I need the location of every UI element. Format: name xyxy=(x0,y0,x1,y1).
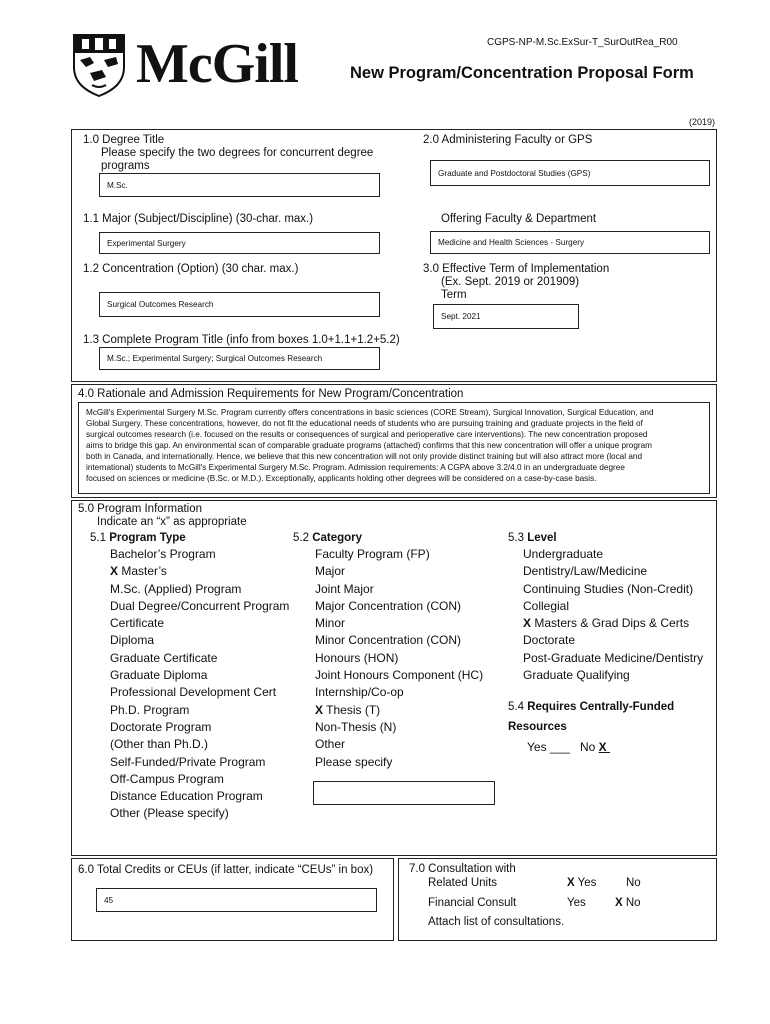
program-type-heading xyxy=(90,531,186,545)
financial-consult-no-option[interactable]: X No xyxy=(615,897,641,909)
level-option[interactable]: Doctorate xyxy=(523,633,576,648)
category-option[interactable]: Non-Thesis (N) xyxy=(315,719,397,734)
mcgill-logo-text: McGill xyxy=(136,33,298,95)
category-number: 5.2 xyxy=(293,532,309,544)
attach-consultations-label: Attach list of consultations. xyxy=(428,916,565,928)
program-type-option[interactable]: X Master’s xyxy=(110,564,167,579)
category-list xyxy=(315,546,483,771)
form-title: New Program/Concentration Proposal Form xyxy=(350,64,694,82)
degree-title-value: M.Sc. xyxy=(107,180,128,190)
program-type-option[interactable]: Ph.D. Program xyxy=(110,702,190,717)
level-option[interactable]: Post-Graduate Medicine/Dentistry xyxy=(523,650,704,665)
category-option[interactable]: Other xyxy=(315,737,346,752)
effective-term-label: 3.0 Effective Term of Implementation xyxy=(423,263,610,275)
level-option[interactable]: Undergraduate xyxy=(523,547,604,561)
category-option[interactable]: Minor Concentration (CON) xyxy=(315,633,462,648)
rationale-line: Global Surgery. These concentrations, however, do not fit the educational needs of students who are pursuing training and graduate projects in the field of xyxy=(86,419,643,428)
level-option[interactable]: Dentistry/Law/Medicine xyxy=(523,564,648,579)
effective-term-field[interactable] xyxy=(433,304,579,329)
level-option[interactable]: Graduate Qualifying xyxy=(523,668,630,683)
program-type-option[interactable]: Doctorate Program xyxy=(110,719,212,734)
related-units-label: Related Units xyxy=(428,877,498,889)
major-label: 1.1 Major (Subject/Discipline) (30-char. max.) xyxy=(83,213,314,225)
category-specify-field[interactable] xyxy=(313,781,495,805)
program-title-value: M.Sc.; Experimental Surgery; Surgical Outcomes Research xyxy=(107,354,323,363)
rationale-line: both in Canada, and internationally. Hence, we believe that this new concentration will not only provide distinct training but will also attract more (local and xyxy=(86,452,642,461)
program-type-option[interactable]: Other (Please specify) xyxy=(110,806,229,821)
form-code: CGPS-NP-M.Sc.ExSur-T_SurOutRea_R00 xyxy=(487,37,678,48)
level-option[interactable]: X Masters & Grad Dips & Certs xyxy=(523,616,690,631)
program-type-option[interactable]: Dual Degree/Concurrent Program xyxy=(110,598,290,613)
admin-faculty-value: Graduate and Postdoctoral Studies (GPS) xyxy=(438,168,591,178)
rationale-field[interactable] xyxy=(78,402,710,494)
category-option[interactable]: Major xyxy=(315,564,346,579)
funding-number: 5.4 xyxy=(508,701,524,713)
rationale-line: surgical outcomes research (i.e. focused on the results or consequences of surgical and perioperative care interventions). The new concentration proposed xyxy=(86,430,648,439)
program-info-instruction: Indicate an “x” as appropriate xyxy=(97,516,247,528)
program-type-option[interactable]: Off-Campus Program xyxy=(110,771,224,786)
category-option[interactable]: Joint Major xyxy=(315,581,374,596)
financial-consult-yes-option[interactable]: Yes xyxy=(567,897,586,909)
program-type-title: Program Type xyxy=(109,532,186,544)
level-title: Level xyxy=(527,532,557,544)
degree-instruction-2: programs xyxy=(101,160,150,172)
rationale-line: aims to bridge this gap. An environmental scan of comparable graduate programs (attached) confirms that this new concentration will offer a unique program xyxy=(86,441,652,450)
major-field[interactable] xyxy=(99,232,380,254)
program-type-option[interactable]: Professional Development Cert xyxy=(110,685,277,700)
level-list xyxy=(523,546,703,684)
consultation-label: 7.0 Consultation with xyxy=(409,863,516,875)
rationale-label: 4.0 Rationale and Admission Requirements for New Program/Concentration xyxy=(78,388,464,400)
level-number: 5.3 xyxy=(508,532,524,544)
category-option[interactable]: Major Concentration (CON) xyxy=(315,598,462,613)
category-option[interactable]: Please specify xyxy=(315,754,393,769)
program-type-option[interactable]: (Other than Ph.D.) xyxy=(110,737,209,752)
funding-yes-option[interactable]: Yes ___ xyxy=(527,740,570,754)
program-type-option[interactable]: Bachelor’s Program xyxy=(110,547,216,561)
rationale-line: focused on sciences or medicine (B.Sc. or M.D.). Exceptionally, applicants holding other degrees will be considered on a case-by-case basis. xyxy=(86,474,597,483)
effective-term-term-label: Term xyxy=(441,289,467,301)
program-type-list xyxy=(110,546,289,823)
category-option[interactable]: Joint Honours Component (HC) xyxy=(315,668,484,683)
effective-term-example: (Ex. Sept. 2019 or 201909) xyxy=(441,276,580,288)
program-info-label: 5.0 Program Information xyxy=(78,503,203,515)
admin-faculty-field[interactable] xyxy=(430,160,710,186)
program-type-option[interactable]: M.Sc. (Applied) Program xyxy=(110,581,242,596)
program-type-option[interactable]: Graduate Certificate xyxy=(110,650,218,665)
funding-no-option[interactable]: No X xyxy=(579,740,607,754)
program-type-option[interactable]: Diploma xyxy=(110,633,155,648)
effective-term-value: Sept. 2021 xyxy=(441,312,481,321)
offering-faculty-label: Offering Faculty & Department xyxy=(441,213,597,225)
category-option[interactable]: Minor xyxy=(315,616,346,631)
offering-faculty-value: Medicine and Health Sciences - Surgery xyxy=(438,238,585,247)
related-units-no-option[interactable]: No xyxy=(626,877,641,889)
program-type-option[interactable]: Certificate xyxy=(110,616,165,631)
credits-field[interactable] xyxy=(96,888,377,912)
degree-instruction: Please specify the two degrees for concurrent degree xyxy=(101,147,374,159)
program-title-field[interactable] xyxy=(99,347,380,370)
degree-title-field[interactable] xyxy=(99,173,380,197)
program-type-option[interactable]: Distance Education Program xyxy=(110,789,263,804)
funding-heading xyxy=(508,700,674,714)
category-option[interactable]: X Thesis (T) xyxy=(315,702,381,717)
admin-faculty-label: 2.0 Administering Faculty or GPS xyxy=(423,134,593,146)
concentration-label: 1.2 Concentration (Option) (30 char. max.) xyxy=(83,263,299,275)
rationale-line: international) students to McGill's Experimental Surgery M.Sc. Program. Admission requirements: A CGPA above 3.2/4.0 in an undergraduate degree xyxy=(86,463,625,472)
program-title-label: 1.3 Complete Program Title (info from boxes 1.0+1.1+1.2+5.2) xyxy=(83,334,400,346)
level-option[interactable]: Continuing Studies (Non-Credit) xyxy=(523,581,694,596)
level-heading xyxy=(508,531,557,545)
category-title: Category xyxy=(312,532,363,544)
financial-consult-label: Financial Consult xyxy=(428,897,517,909)
category-option[interactable]: Honours (HON) xyxy=(315,650,399,665)
major-value: Experimental Surgery xyxy=(107,238,186,248)
category-option[interactable]: Internship/Co-op xyxy=(315,685,404,700)
degree-title-label: 1.0 Degree Title xyxy=(83,134,165,146)
program-type-option[interactable]: Self-Funded/Private Program xyxy=(110,754,266,769)
credits-value: 45 xyxy=(104,895,114,905)
related-units-yes-option[interactable]: X Yes xyxy=(567,877,597,889)
offering-faculty-field[interactable] xyxy=(430,231,710,254)
concentration-value: Surgical Outcomes Research xyxy=(107,300,214,309)
funding-title: Requires Centrally-Funded xyxy=(527,701,675,713)
concentration-field[interactable] xyxy=(99,292,380,317)
credits-label: 6.0 Total Credits or CEUs (if latter, indicate “CEUs” in box) xyxy=(78,864,374,876)
category-heading xyxy=(293,531,362,545)
level-option[interactable]: Collegial xyxy=(523,598,570,613)
funding-title-2: Resources xyxy=(508,721,567,733)
program-type-number: 5.1 xyxy=(90,532,106,544)
rationale-line: McGill's Experimental Surgery M.Sc. Program currently offers concentrations in basic sciences (CORE Stream), Surgical Innovation, Surgical Education, and xyxy=(86,408,654,417)
program-type-option[interactable]: Graduate Diploma xyxy=(110,668,208,683)
mcgill-crest-icon xyxy=(72,33,126,97)
form-year: (2019) xyxy=(689,117,716,127)
category-option[interactable]: Faculty Program (FP) xyxy=(315,547,430,561)
funding-answer xyxy=(527,740,610,754)
